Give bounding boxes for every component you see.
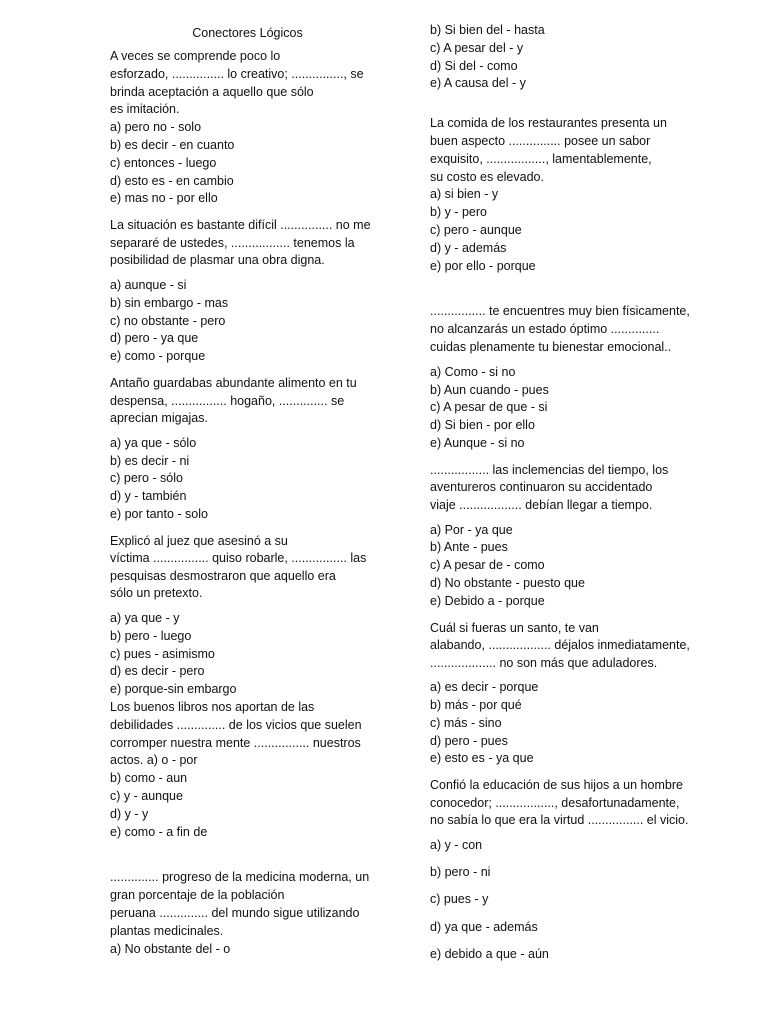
stem-line: corromper nuestra mente ................ nuestros <box>110 735 361 750</box>
option: d) es decir - pero <box>110 664 205 679</box>
option: e) por ello - porque <box>430 258 536 273</box>
option: c) pues - y <box>430 892 489 907</box>
question-2-options <box>110 277 400 366</box>
question-9-options <box>430 522 730 611</box>
option: b) sin embargo - mas <box>110 295 229 310</box>
stem-line: es imitación. <box>110 102 180 117</box>
option: e) esto es - ya que <box>430 751 534 766</box>
option: a) Por - ya que <box>430 522 513 537</box>
stem-line: buen aspecto ............... posee un sabor <box>430 133 651 148</box>
option: c) y - aunque <box>110 789 183 804</box>
option: b) más - por qué <box>430 698 522 713</box>
option: e) como - porque <box>110 349 206 364</box>
question-7-stem <box>430 115 730 186</box>
option: a) No obstante del - o <box>110 941 231 956</box>
option: b) y - pero <box>430 205 487 220</box>
option: e) por tanto - solo <box>110 506 208 521</box>
option: b) pero - ni <box>430 865 491 880</box>
option: b) Ante - pues <box>430 540 508 555</box>
option: d) esto es - en cambio <box>110 173 234 188</box>
stem-line: Explicó al juez que asesinó a su <box>110 533 288 548</box>
stem-line: exquisito, ................., lamentablemente, <box>430 151 652 166</box>
option: a) si bien - y <box>430 187 499 202</box>
question-3-stem <box>110 375 400 428</box>
option: d) Si bien - por ello <box>430 418 535 433</box>
option: e) mas no - por ello <box>110 191 218 206</box>
stem-line: posibilidad de plasmar una obra digna. <box>110 253 325 268</box>
option: a) pero no - solo <box>110 120 202 135</box>
option: c) pero - sólo <box>110 471 183 486</box>
option: a) ya que - sólo <box>110 435 197 450</box>
question-5-options <box>110 770 400 841</box>
option: b) es decir - ni <box>110 453 190 468</box>
option: d) y - además <box>430 240 507 255</box>
stem-line: ................ te encuentres muy bien físicamente, <box>430 304 690 319</box>
stem-line: ................. las inclemencias del tiempo, los <box>430 462 669 477</box>
stem-line: La situación es bastante difícil ............... no me <box>110 218 371 233</box>
stem-line: La comida de los restaurantes presenta un <box>430 116 667 131</box>
stem-line: no alcanzarás un estado óptimo .............. <box>430 322 660 337</box>
stem-line: separaré de ustedes, ................. tenemos la <box>110 235 355 250</box>
option: e) Debido a - porque <box>430 593 545 608</box>
stem-line: sólo un pretexto. <box>110 586 203 601</box>
question-3-options <box>110 435 400 524</box>
stem-line: Antaño guardabas abundante alimento en tu <box>110 375 357 390</box>
question-8-stem <box>430 303 730 356</box>
question-6-stem <box>110 869 400 940</box>
option: c) A pesar de - como <box>430 558 545 573</box>
stem-line: conocedor; ................., desafortunadamente, <box>430 795 680 810</box>
stem-line: brinda aceptación a aquello que sólo <box>110 84 314 99</box>
option: e) A causa del - y <box>430 76 526 91</box>
stem-line: despensa, ................ hogaño, .............. se <box>110 393 345 408</box>
stem-line: esforzado, ............... lo creativo; ..............., se <box>110 66 364 81</box>
stem-line: víctima ................ quiso robarle, ................ las <box>110 551 367 566</box>
stem-line: Los buenos libros nos aportan de las <box>110 700 315 715</box>
option: d) pero - ya que <box>110 331 199 346</box>
question-1-stem <box>110 48 400 119</box>
option: b) pero - luego <box>110 628 192 643</box>
option: d) pero - pues <box>430 733 508 748</box>
option: c) A pesar del - y <box>430 40 524 55</box>
stem-line: actos. a) o - por <box>110 753 198 768</box>
question-10-stem <box>430 620 730 673</box>
stem-line: debilidades .............. de los vicios que suelen <box>110 717 362 732</box>
question-5-stem <box>110 699 400 770</box>
stem-line: plantas medicinales. <box>110 923 224 938</box>
option: d) ya que - además <box>430 919 538 934</box>
stem-line: gran porcentaje de la población <box>110 888 285 903</box>
left-column <box>110 22 400 958</box>
question-6-options-left <box>110 941 400 959</box>
question-10-options <box>430 679 730 768</box>
stem-line: su costo es elevado. <box>430 169 544 184</box>
stem-line: ................... no son más que aduladores. <box>430 655 658 670</box>
option: b) Si bien del - hasta <box>430 23 545 37</box>
stem-line: Confió la educación de sus hijos a un hombre <box>430 778 683 793</box>
option: d) y - y <box>110 806 149 821</box>
option: c) pero - aunque <box>430 222 522 237</box>
option: b) es decir - en cuanto <box>110 137 235 152</box>
option: d) y - también <box>110 489 187 504</box>
stem-line: aprecian migajas. <box>110 411 208 426</box>
option: c) no obstante - pero <box>110 313 226 328</box>
option: a) y - con <box>430 838 483 853</box>
option: e) como - a fin de <box>110 824 208 839</box>
stem-line: A veces se comprende poco lo <box>110 49 281 63</box>
option: c) pues - asimismo <box>110 646 215 661</box>
option: d) No obstante - puesto que <box>430 575 585 590</box>
option: e) debido a que - aún <box>430 946 549 961</box>
option: c) A pesar de que - si <box>430 400 548 415</box>
option: c) entonces - luego <box>110 155 217 170</box>
question-4-options <box>110 610 400 699</box>
option: a) es decir - porque <box>430 680 539 695</box>
question-11-stem <box>430 777 730 830</box>
question-8-options <box>430 364 730 453</box>
question-11-options <box>430 837 730 964</box>
option: e) porque-sin embargo <box>110 682 237 697</box>
option: e) Aunque - si no <box>430 435 525 450</box>
option: a) aunque - si <box>110 277 187 292</box>
stem-line: aventureros continuaron su accidentado <box>430 480 653 495</box>
stem-line: viaje .................. debían llegar a tiempo. <box>430 497 653 512</box>
question-4-stem <box>110 533 400 603</box>
option: b) Aun cuando - pues <box>430 382 549 397</box>
stem-line: alabando, .................. déjalos inmediatamente, <box>430 638 690 653</box>
right-column <box>430 22 730 973</box>
stem-line: no sabía lo que era la virtud ................ el vicio. <box>430 813 689 828</box>
question-2-stem <box>110 217 400 270</box>
option: a) Como - si no <box>430 364 516 379</box>
document-title: Conectores Lógicos <box>192 26 303 40</box>
question-9-stem <box>430 462 730 515</box>
option: b) como - aun <box>110 771 188 786</box>
stem-line: Cuál si fueras un santo, te van <box>430 620 599 635</box>
question-7-options <box>430 186 730 275</box>
stem-line: pesquisas desmostraron que aquello era <box>110 568 336 583</box>
stem-line: cuidas plenamente tu bienestar emocional.. <box>430 339 672 354</box>
option: d) Si del - como <box>430 58 518 73</box>
option: c) más - sino <box>430 715 502 730</box>
option: a) ya que - y <box>110 611 180 626</box>
stem-line: peruana .............. del mundo sigue utilizando <box>110 906 360 921</box>
question-6-options-right <box>430 22 730 93</box>
question-1-options <box>110 119 400 208</box>
stem-line: .............. progreso de la medicina moderna, un <box>110 870 370 885</box>
